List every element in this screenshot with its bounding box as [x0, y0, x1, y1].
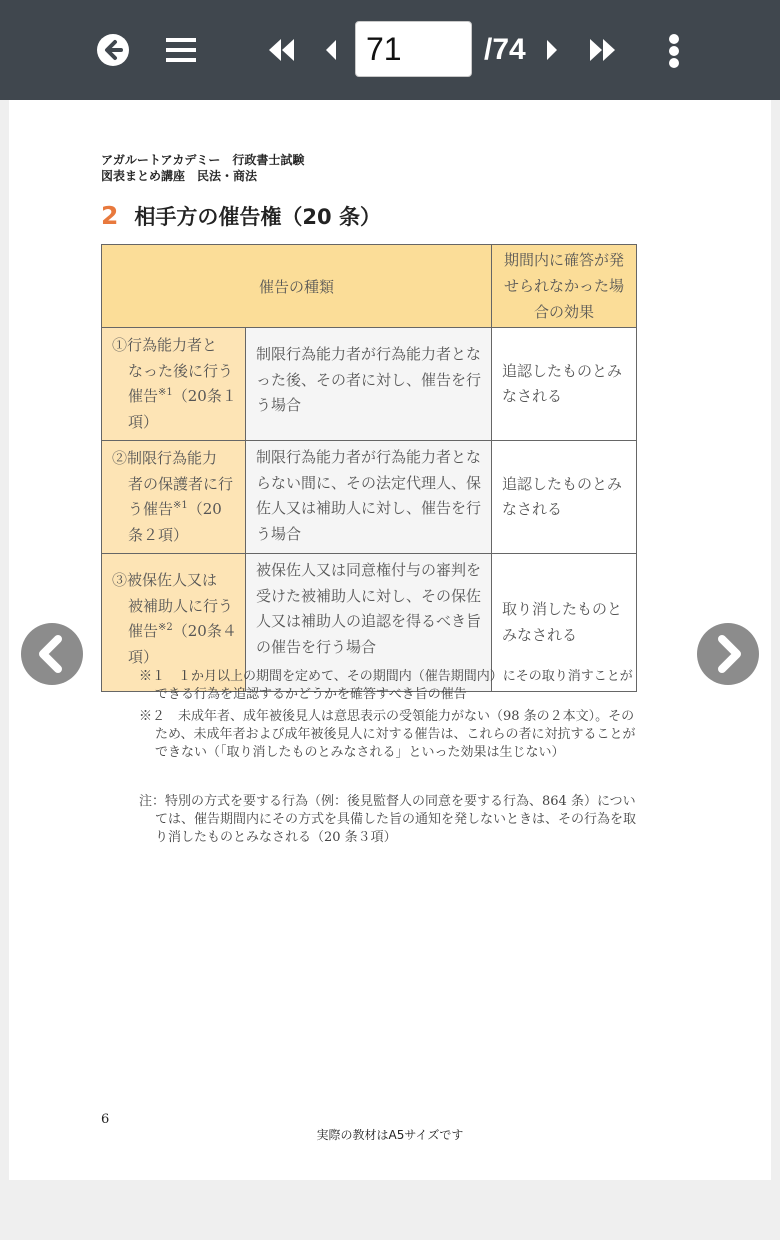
chevron-left-icon	[21, 623, 83, 685]
header-line-1: アガルートアカデミー 行政書士試験	[101, 153, 305, 167]
type-note-ref: ※1	[158, 387, 173, 398]
last-page-icon	[588, 38, 616, 62]
table-header-type: 催告の種類	[102, 245, 492, 328]
type-note-ref: ※1	[173, 500, 188, 511]
type-tail: （20条４項）	[128, 622, 237, 666]
footnote-caution: 注：特別の方式を要する行為（例：後見監督人の同意を要する行為、864 条）については、催告期間内にその方式を具備した旨の通知を発しないときは、その行為を取り消したものとみなされる（20 条３項）	[139, 794, 637, 845]
section-heading	[101, 200, 381, 235]
header-line-2: 図表まとめ講座 民法・商法	[101, 169, 258, 183]
type-lead: ②制限行為能力	[112, 449, 218, 467]
type-cont: 被補助人に行う催告	[128, 596, 234, 640]
condition-cell: 被保佐人又は同意権付与の審判を受けた被補助人に対し、その保佐人又は補助人の追認を得るべき旨の催告を行う場合	[246, 554, 492, 692]
footnote-1: ※１ １か月以上の期間を定めて、その期間内（催告期間内）にその取り消すことができる行為を追認するかどうかを確答すべき旨の催告	[139, 669, 633, 702]
hamburger-menu-icon	[166, 35, 196, 65]
type-tail: （20 条２項）	[128, 500, 222, 544]
next-page-icon	[545, 38, 559, 62]
previous-page-button[interactable]	[324, 38, 338, 62]
previous-page-icon	[324, 38, 338, 62]
toolbar	[0, 0, 780, 100]
effect-cell: 取り消したものとみなされる	[492, 554, 637, 692]
next-page-arrow[interactable]	[697, 623, 759, 685]
back-button[interactable]	[97, 34, 129, 66]
type-cell	[102, 441, 246, 554]
type-note-ref: ※2	[158, 622, 173, 633]
type-lead: ③被保佐人又は	[112, 571, 218, 589]
condition-cell: 制限行為能力者が行為能力者とならない間に、その法定代理人、保佐人又は補助人に対し、催告を行う場合	[246, 441, 492, 554]
more-vertical-icon	[664, 33, 684, 69]
table-header-effect: 期間内に確答が発せられなかった場合の効果	[492, 245, 637, 328]
arrow-left-circle-icon	[97, 34, 129, 66]
type-cell	[102, 328, 246, 441]
total-pages-label: /74	[484, 33, 526, 66]
summary-table	[101, 244, 637, 692]
menu-button[interactable]	[166, 35, 196, 65]
chevron-right-icon	[697, 623, 759, 685]
document-page	[9, 100, 771, 1180]
effect-cell: 追認したものとみなされる	[492, 328, 637, 441]
type-tail: （20条１項）	[128, 387, 237, 431]
condition-cell: 制限行為能力者が行為能力者となった後、その者に対し、催告を行う場合	[246, 328, 492, 441]
page-number: 6	[101, 1112, 110, 1127]
type-cont: 者の保護者に行う催告	[128, 474, 234, 518]
section-number: 2	[101, 201, 119, 230]
effect-cell: 追認したものとみなされる	[492, 441, 637, 554]
page-number-input[interactable]	[355, 21, 472, 77]
footer-caption: 実際の教材はA5サイズです	[316, 1128, 464, 1142]
section-title: 相手方の催告権（20 条）	[134, 205, 381, 229]
more-options-button[interactable]	[664, 33, 684, 69]
previous-page-arrow[interactable]	[21, 623, 83, 685]
table-row	[102, 328, 637, 441]
footnote-2: ※２ 未成年者、成年被後見人は意思表示の受領能力がない（98 条の２本文）。そのため、未成年者および成年被後見人に対する催告は、これらの者に対抗することができない（「取り消したものとみなされる」といった効果は生じない）	[139, 709, 636, 760]
first-page-button[interactable]	[268, 38, 296, 62]
last-page-button[interactable]	[588, 38, 616, 62]
first-page-icon	[268, 38, 296, 62]
type-cont: なった後に行う催告	[128, 361, 234, 405]
next-page-button[interactable]	[545, 38, 559, 62]
type-lead: ①行為能力者と	[112, 336, 218, 354]
table-row	[102, 441, 637, 554]
